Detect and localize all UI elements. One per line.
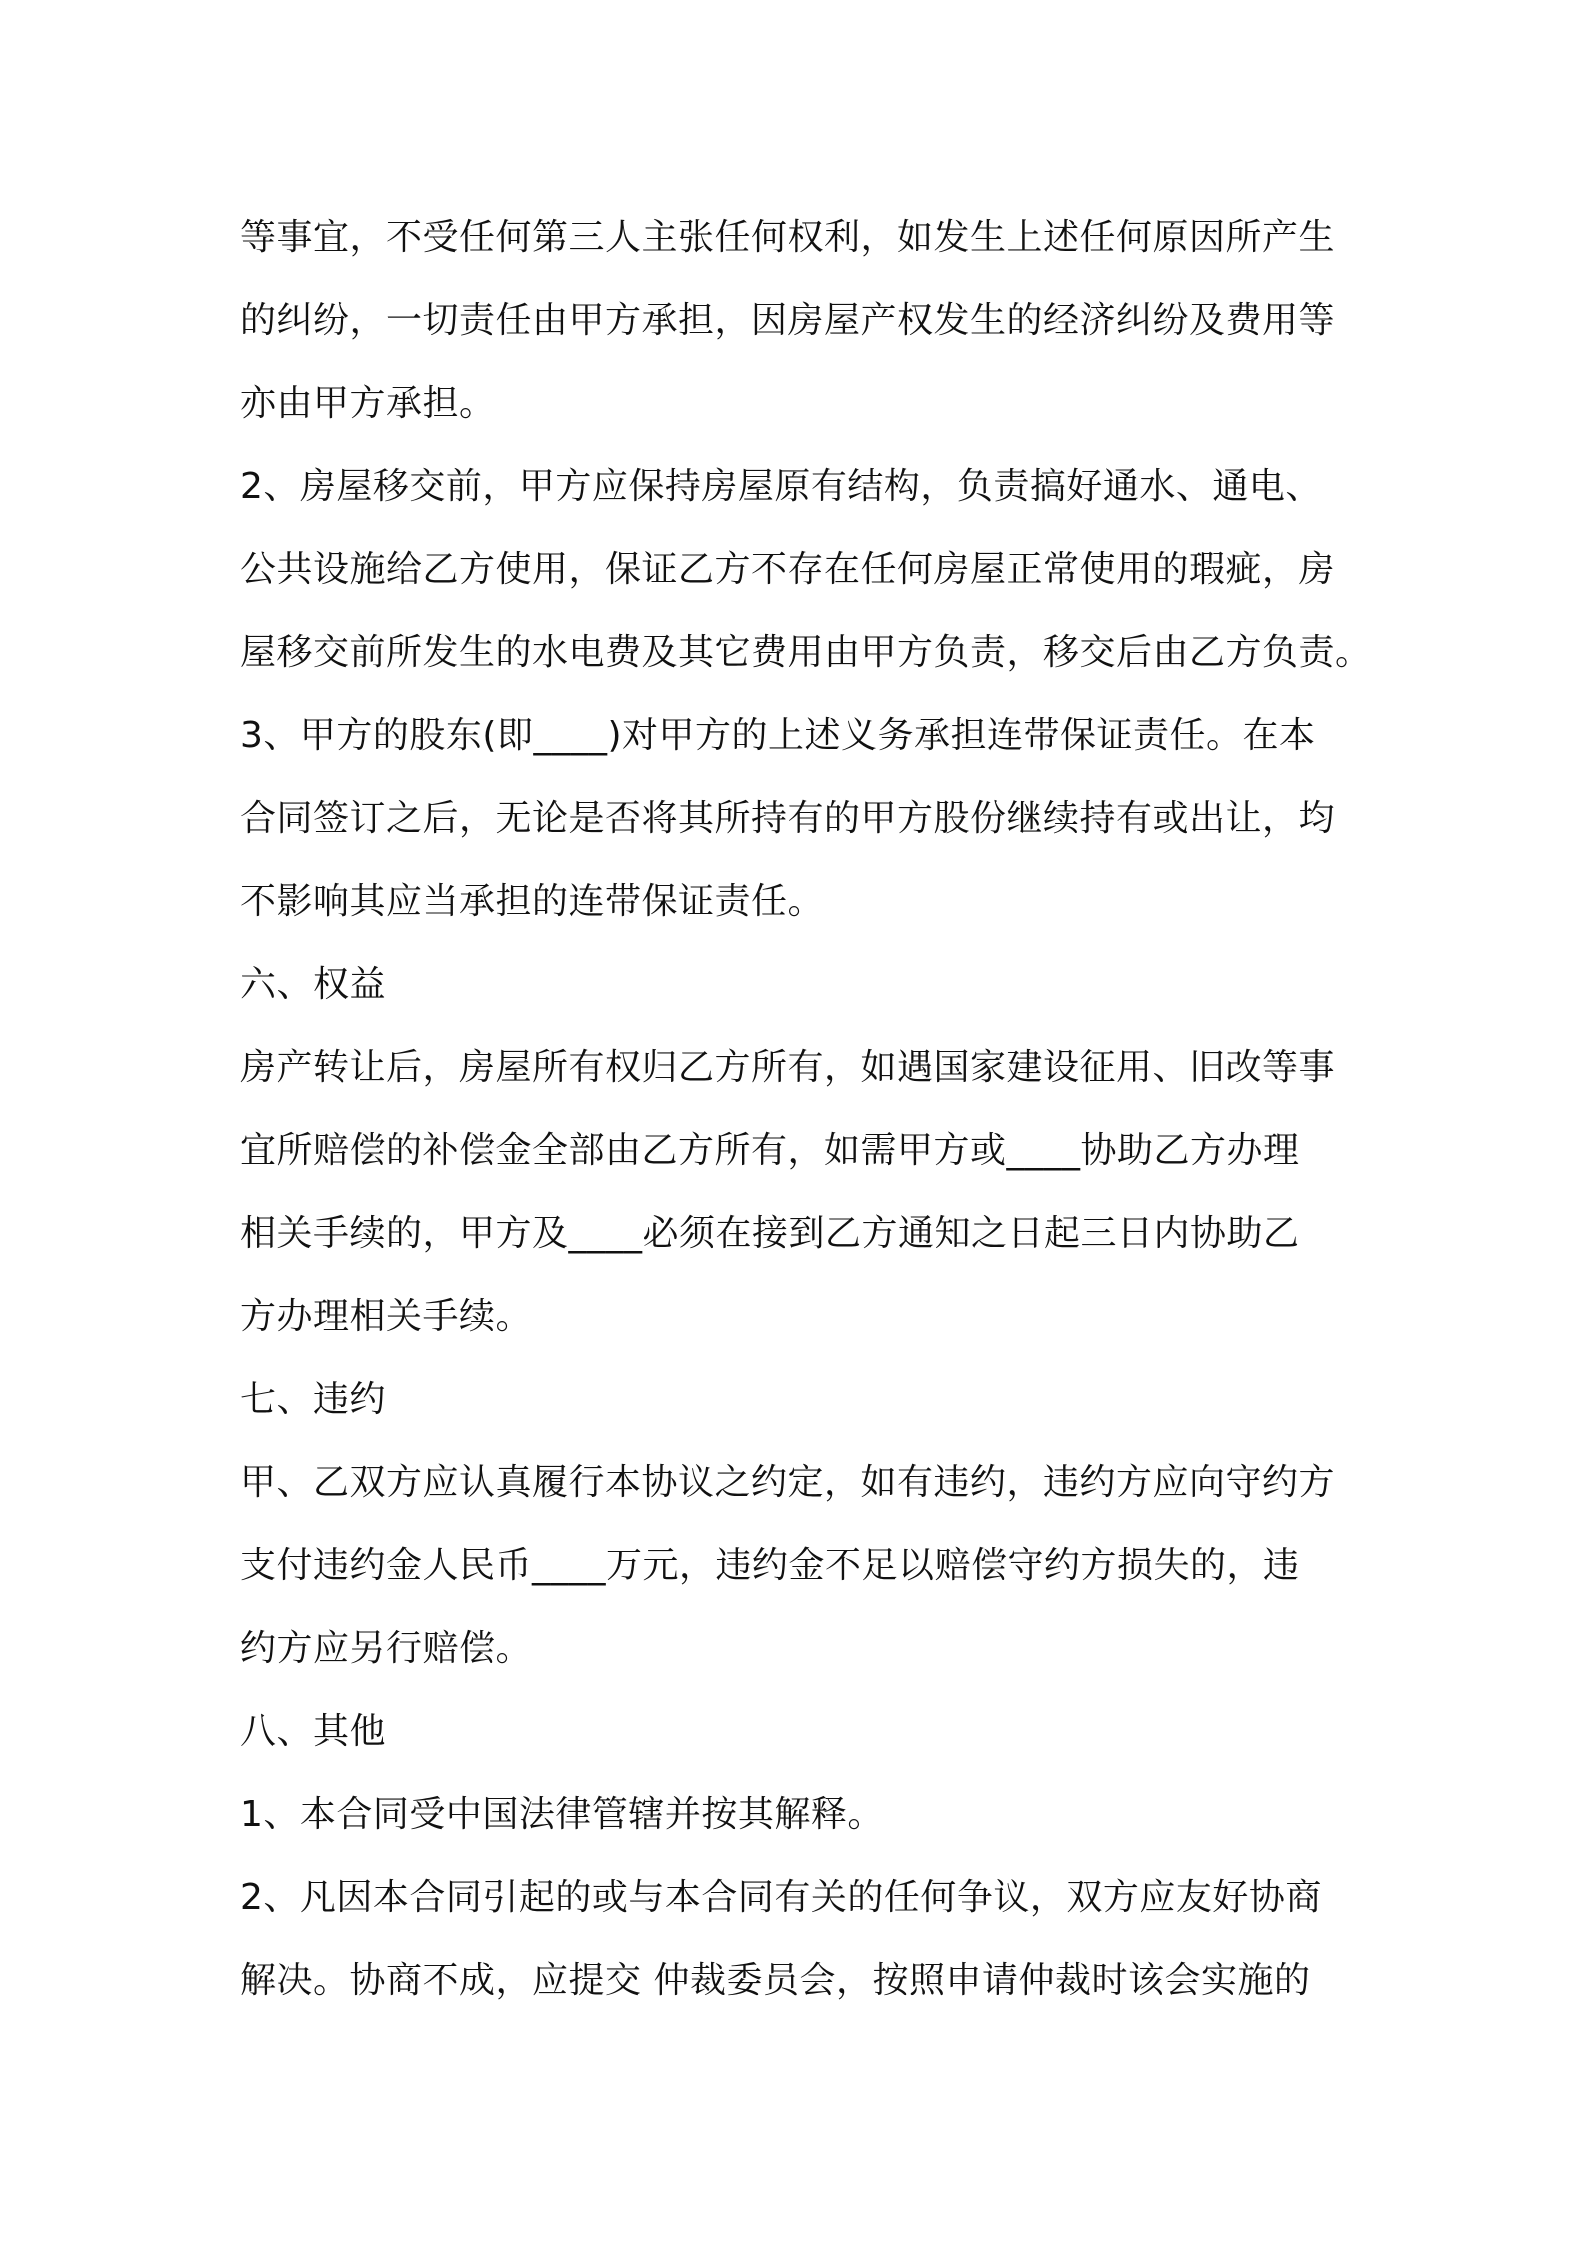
text-line: 解决。协商不成，应提交 仲裁委员会，按照申请仲裁时该会实施的 [240,1960,1311,2001]
text-line: 亦由甲方承担。 [240,383,496,424]
text-line: 的纠纷，一切责任由甲方承担，因房屋产权发生的经济纠纷及费用等 [240,300,1336,341]
text-line: 屋移交前所发生的水电费及其它费用由甲方负责，移交后由乙方负责。 [240,632,1372,673]
clause-2-line: 2、房屋移交前，甲方应保持房屋原有结构，负责搞好通水、通电、 [240,466,1322,507]
text-line: 不影响其应当承担的连带保证责任。 [240,881,825,922]
text-line: 甲、乙双方应认真履行本协议之约定，如有违约，违约方应向守约方 [240,1462,1336,1503]
section-heading-breach: 七、违约 [240,1379,387,1420]
contract-text-block [240,196,1380,2022]
text-line: 方办理相关手续。 [240,1296,533,1337]
text-line: 等事宜，不受任何第三人主张任何权利，如发生上述任何原因所产生 [240,217,1336,258]
text-line: 相关手续的，甲方及____必须在接到乙方通知之日起三日内协助乙 [240,1213,1300,1254]
text-line: 宜所赔偿的补偿金全部由乙方所有，如需甲方或____协助乙方办理 [240,1130,1300,1171]
clause-1-line: 1、本合同受中国法律管辖并按其解释。 [240,1794,884,1835]
section-heading-rights: 六、权益 [240,964,387,1005]
text-line: 公共设施给乙方使用，保证乙方不存在任何房屋正常使用的瑕疵，房 [240,549,1336,590]
section-heading-other: 八、其他 [240,1711,387,1752]
clause-3-line: 3、甲方的股东(即____)对甲方的上述义务承担连带保证责任。在本 [240,715,1316,756]
text-line: 支付违约金人民币____万元，违约金不足以赔偿守约方损失的，违 [240,1545,1300,1586]
clause-2-line: 2、凡因本合同引起的或与本合同有关的任何争议，双方应友好协商 [240,1877,1322,1918]
text-line: 房产转让后，房屋所有权归乙方所有，如遇国家建设征用、旧改等事 [240,1047,1336,1088]
text-line: 合同签订之后，无论是否将其所持有的甲方股份继续持有或出让，均 [240,798,1336,839]
text-line: 约方应另行赔偿。 [240,1628,533,1669]
